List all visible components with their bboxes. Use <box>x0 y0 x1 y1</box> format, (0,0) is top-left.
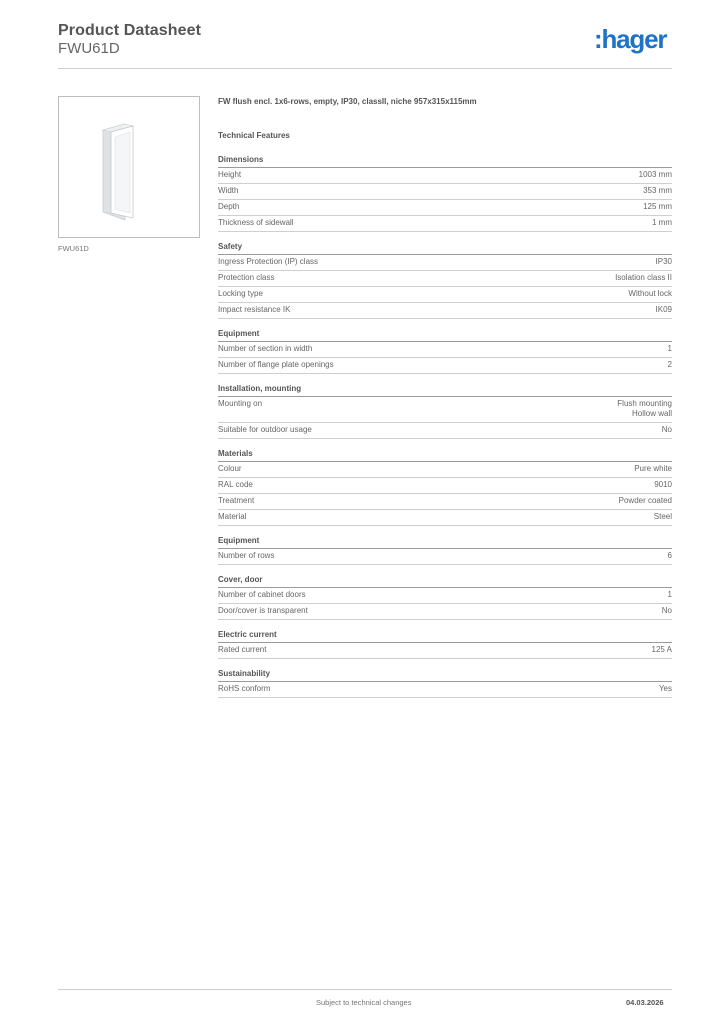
spec-value-line: Pure white <box>634 464 672 473</box>
enclosure-illustration <box>59 97 199 237</box>
spec-value-line: Steel <box>653 512 672 521</box>
image-caption: FWU61D <box>58 244 89 253</box>
spec-row <box>218 549 672 565</box>
header-divider <box>58 68 672 69</box>
spec-section <box>218 329 672 374</box>
spec-value <box>615 273 672 283</box>
spec-value-line: No <box>661 425 672 434</box>
product-image <box>58 96 200 238</box>
footer-note: Subject to technical changes <box>316 998 412 1007</box>
spec-row <box>218 510 672 526</box>
spec-section <box>218 155 672 232</box>
spec-row <box>218 423 672 439</box>
spec-row <box>218 604 672 620</box>
spec-value-line: No <box>661 606 672 615</box>
spec-value-line: 9010 <box>654 480 672 489</box>
spec-value-line: Flush mounting <box>617 399 672 408</box>
spec-label: Number of rows <box>218 551 275 560</box>
spec-value <box>668 551 672 561</box>
spec-label: Depth <box>218 202 240 211</box>
spec-value <box>656 257 672 267</box>
spec-value <box>654 480 672 490</box>
section-title: Dimensions <box>218 155 672 168</box>
spec-section <box>218 669 672 698</box>
spec-value-line: 125 mm <box>643 202 672 211</box>
spec-value <box>656 305 672 315</box>
spec-value <box>659 684 672 694</box>
spec-label: Thickness of sidewall <box>218 218 294 227</box>
spec-label: Number of cabinet doors <box>218 590 306 599</box>
spec-row <box>218 271 672 287</box>
section-title: Equipment <box>218 329 672 342</box>
spec-value-line: 353 mm <box>643 186 672 195</box>
page-title: Product Datasheet <box>58 22 202 39</box>
section-title: Cover, door <box>218 575 672 588</box>
spec-value-line: Hollow wall <box>631 409 672 418</box>
product-code: FWU61D <box>58 40 120 57</box>
spec-label: Locking type <box>218 289 263 298</box>
spec-value <box>643 186 672 196</box>
spec-label: Treatment <box>218 496 255 505</box>
spec-row <box>218 494 672 510</box>
spec-value <box>639 170 672 180</box>
spec-value-line: Powder coated <box>618 496 672 505</box>
spec-label: RAL code <box>218 480 253 489</box>
spec-row <box>218 303 672 319</box>
spec-label: Rated current <box>218 645 267 654</box>
spec-label: Colour <box>218 464 242 473</box>
spec-value-line: 1 mm <box>652 218 672 227</box>
spec-label: Material <box>218 512 247 521</box>
spec-value-line: IK09 <box>655 305 672 314</box>
spec-value-line: IP30 <box>655 257 672 266</box>
spec-value <box>617 399 672 419</box>
spec-row <box>218 168 672 184</box>
spec-label: Width <box>218 186 239 195</box>
spec-value-line: 1 <box>667 344 672 353</box>
spec-value <box>652 645 672 655</box>
spec-value-line: 125 A <box>651 645 672 654</box>
spec-value <box>654 512 672 522</box>
section-title: Safety <box>218 242 672 255</box>
spec-row <box>218 287 672 303</box>
spec-value-line: 1003 mm <box>638 170 672 179</box>
spec-row <box>218 397 672 423</box>
technical-features-heading: Technical Features <box>218 131 290 140</box>
spec-value <box>643 202 672 212</box>
section-title: Installation, mounting <box>218 384 672 397</box>
footer-date: 04.03.2026 <box>626 998 664 1007</box>
spec-section <box>218 630 672 659</box>
spec-label: Protection class <box>218 273 275 282</box>
spec-row <box>218 184 672 200</box>
spec-label: Impact resistance IK <box>218 305 291 314</box>
spec-section <box>218 384 672 439</box>
spec-section <box>218 449 672 526</box>
spec-value-line: 1 <box>667 590 672 599</box>
hager-logo: :hager <box>594 24 667 54</box>
spec-value-line: Isolation class II <box>615 273 672 282</box>
spec-section <box>218 575 672 620</box>
spec-label: Mounting on <box>218 399 263 408</box>
spec-label: Number of flange plate openings <box>218 360 334 369</box>
spec-row <box>218 342 672 358</box>
spec-value <box>662 606 672 616</box>
spec-row <box>218 478 672 494</box>
spec-section <box>218 536 672 565</box>
section-title: Electric current <box>218 630 672 643</box>
spec-label: Suitable for outdoor usage <box>218 425 312 434</box>
spec-value-line: Without lock <box>628 289 672 298</box>
section-title: Sustainability <box>218 669 672 682</box>
spec-value-line: 2 <box>667 360 672 369</box>
spec-row <box>218 216 672 232</box>
spec-section <box>218 242 672 319</box>
spec-value <box>628 289 672 299</box>
spec-label: RoHS conform <box>218 684 271 693</box>
spec-row <box>218 643 672 659</box>
section-title: Materials <box>218 449 672 462</box>
spec-value <box>634 464 672 474</box>
spec-value <box>652 218 672 228</box>
spec-label: Ingress Protection (IP) class <box>218 257 319 266</box>
spec-label: Height <box>218 170 242 179</box>
footer-divider <box>58 989 672 990</box>
spec-row <box>218 682 672 698</box>
spec-table <box>218 155 672 708</box>
spec-value <box>668 590 672 600</box>
product-description: FW flush encl. 1x6-rows, empty, IP30, classII, niche 957x315x115mm <box>218 97 477 106</box>
spec-label: Door/cover is transparent <box>218 606 308 615</box>
spec-value <box>619 496 672 506</box>
spec-row <box>218 200 672 216</box>
spec-value-line: Yes <box>658 684 672 693</box>
spec-value <box>662 425 672 435</box>
spec-row <box>218 462 672 478</box>
spec-value <box>668 344 672 354</box>
spec-row <box>218 588 672 604</box>
spec-label: Number of section in width <box>218 344 313 353</box>
spec-row <box>218 358 672 374</box>
spec-row <box>218 255 672 271</box>
spec-value-line: 6 <box>667 551 672 560</box>
spec-value <box>668 360 672 370</box>
section-title: Equipment <box>218 536 672 549</box>
